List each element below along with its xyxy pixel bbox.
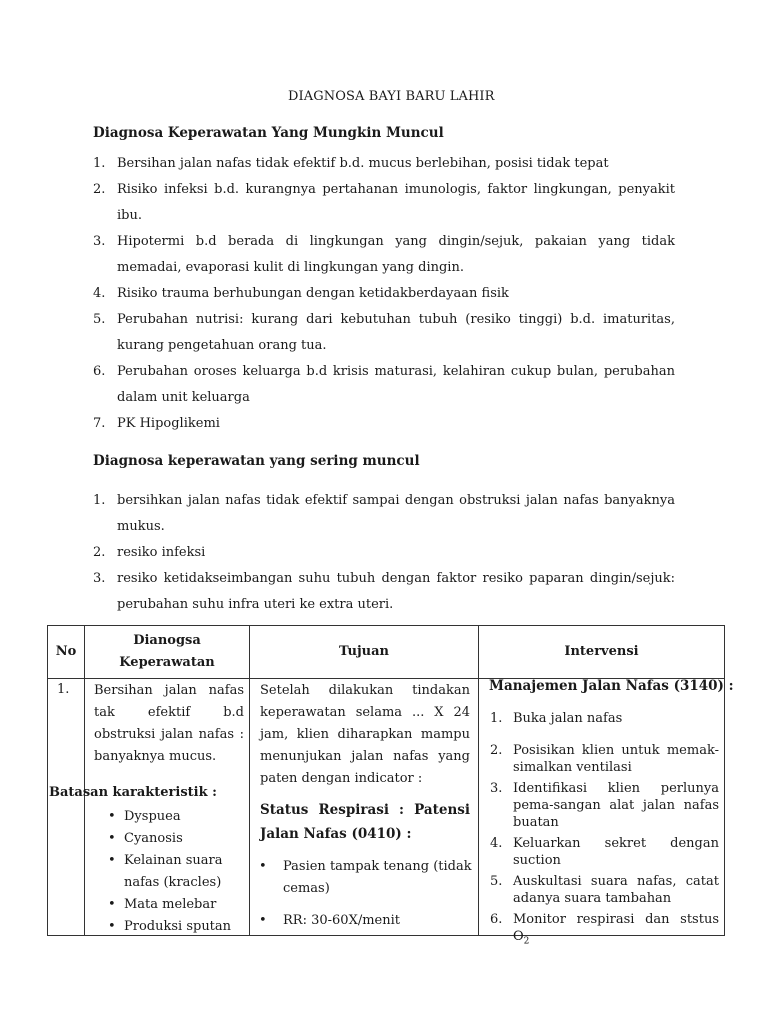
diagnosa-cell xyxy=(49,679,250,936)
list-text: Risiko infeksi b.d. kurangnya pertahanan imunologis, faktor lingkungan, penyakit ibu. xyxy=(117,182,675,223)
list-item xyxy=(93,281,675,307)
list-text: Posisikan klien untuk memak-simalkan ventilasi xyxy=(513,743,719,775)
list-item xyxy=(93,411,675,437)
list-number: 3. xyxy=(490,781,503,796)
list-text: Auskultasi suara nafas, catat adanya suara tambahan xyxy=(513,874,719,906)
header-diagnosa xyxy=(85,626,250,679)
list-item xyxy=(93,488,675,540)
list-number: 3. xyxy=(93,571,106,586)
header-diagnosa-line1: Dianogsa xyxy=(133,633,201,648)
list-item xyxy=(93,566,675,618)
tujuan-list xyxy=(251,856,473,900)
list-item: • RR: 30-60X/menit xyxy=(251,910,473,932)
list-text: Perubahan oroses keluarga b.d krisis maturasi, kelahiran cukup bulan, perubahan dalam unit keluarga xyxy=(117,364,675,405)
list-number: 2. xyxy=(93,182,106,197)
list-text: PK Hipoglikemi xyxy=(117,416,220,431)
header-diagnosa-line2: Keperawatan xyxy=(119,655,215,670)
batasan-list xyxy=(100,806,250,938)
intervensi-cell xyxy=(479,678,734,947)
list-item xyxy=(93,540,675,566)
list-text: Monitor respirasi dan ststus O xyxy=(513,912,719,944)
list-item: • Cyanosis xyxy=(100,828,250,850)
list-number: 2. xyxy=(93,545,106,560)
list-text: Keluarkan sekret dengan suction xyxy=(513,836,719,868)
list-item xyxy=(490,780,719,831)
list-text: Perubahan nutrisi: kurang dari kebutuhan tubuh (resiko tinggi) b.d. imaturitas, kurang pengetahuan orang tua. xyxy=(117,312,675,353)
diagnosa-text: Bersihan jalan nafas tak efektif b.d obstruksi jalan nafas : banyaknya mucus. xyxy=(94,683,244,764)
list-text: Bersihan jalan nafas tidak efektif b.d. mucus berlebihan, posisi tidak tepat xyxy=(117,156,609,171)
header-intervensi: Intervensi xyxy=(479,626,725,679)
list-number: 6. xyxy=(93,364,106,379)
list-number: 6. xyxy=(490,912,503,927)
intervensi-heading: Manajemen Jalan Nafas (3140) : xyxy=(489,678,734,694)
list-item: • Mata melebar xyxy=(100,894,250,916)
list-number: 4. xyxy=(490,836,503,851)
tujuan-cell xyxy=(250,679,479,936)
list-item xyxy=(490,742,719,776)
list-item xyxy=(490,873,719,907)
section2-list xyxy=(93,488,675,618)
section2-heading: Diagnosa keperawatan yang sering muncul xyxy=(93,453,420,469)
list-item xyxy=(93,229,675,281)
o2-subscript: 2 xyxy=(523,936,530,947)
list-number: 2. xyxy=(490,743,503,758)
list-item xyxy=(490,911,719,951)
tujuan-list-2 xyxy=(251,910,473,932)
list-number: 5. xyxy=(490,874,503,889)
list-text: resiko ketidakseimbangan suhu tubuh dengan faktor resiko paparan dingin/sejuk: perubahan suhu infra uteri ke extra uteri. xyxy=(117,571,675,612)
row-number-cell xyxy=(48,679,85,936)
list-item xyxy=(93,151,675,177)
page-title: DIAGNOSA BAYI BARU LAHIR xyxy=(288,89,495,104)
list-item xyxy=(93,307,675,359)
list-number: 3. xyxy=(93,234,106,249)
list-item: • Pasien tampak tenang (tidak cemas) xyxy=(251,856,473,900)
list-number: 1. xyxy=(93,156,106,171)
list-text: bersihkan jalan nafas tidak efektif sampai dengan obstruksi jalan nafas banyaknya mukus. xyxy=(117,493,675,534)
list-item xyxy=(93,177,675,229)
row-number: 1. xyxy=(57,682,70,697)
section1-heading: Diagnosa Keperawatan Yang Mungkin Muncul xyxy=(93,125,444,141)
table-header-row xyxy=(48,626,725,679)
list-item xyxy=(490,710,719,727)
section1-list xyxy=(93,151,675,437)
care-plan-table xyxy=(47,625,734,947)
table-row xyxy=(48,679,725,936)
list-number: 7. xyxy=(93,416,106,431)
list-number: 5. xyxy=(93,312,106,327)
list-number: 1. xyxy=(490,711,503,726)
header-tujuan: Tujuan xyxy=(250,626,479,679)
intervensi-list xyxy=(490,710,719,951)
list-text: Risiko trauma berhubungan dengan ketidakberdayaan fisik xyxy=(117,286,509,301)
list-item xyxy=(93,359,675,411)
list-text: Hipotermi b.d berada di lingkungan yang dingin/sejuk, pakaian yang tidak memadai, evaporasi kulit di lingkungan yang dingin. xyxy=(117,234,675,275)
header-no: No xyxy=(48,626,85,679)
list-number: 1. xyxy=(93,493,106,508)
list-item: • Produksi sputan xyxy=(100,916,250,938)
list-item: • Kelainan suara nafas (kracles) xyxy=(100,850,250,894)
batasan-heading: Batasan karakteristik : xyxy=(49,785,217,800)
list-item xyxy=(490,835,719,869)
tujuan-heading: Status Respirasi : Patensi Jalan Nafas (0410) : xyxy=(260,802,470,842)
list-text: Identifikasi klien perlunya pema-sangan alat jalan nafas buatan xyxy=(513,781,719,830)
list-item: • Dyspuea xyxy=(100,806,250,828)
list-text: resiko infeksi xyxy=(117,545,206,560)
tujuan-text: Setelah dilakukan tindakan keperawatan selama ... X 24 jam, klien diharapkan mampu menunjukan jalan nafas yang paten dengan indicator : xyxy=(260,683,470,786)
list-number: 4. xyxy=(93,286,106,301)
list-text: Buka jalan nafas xyxy=(513,711,623,726)
